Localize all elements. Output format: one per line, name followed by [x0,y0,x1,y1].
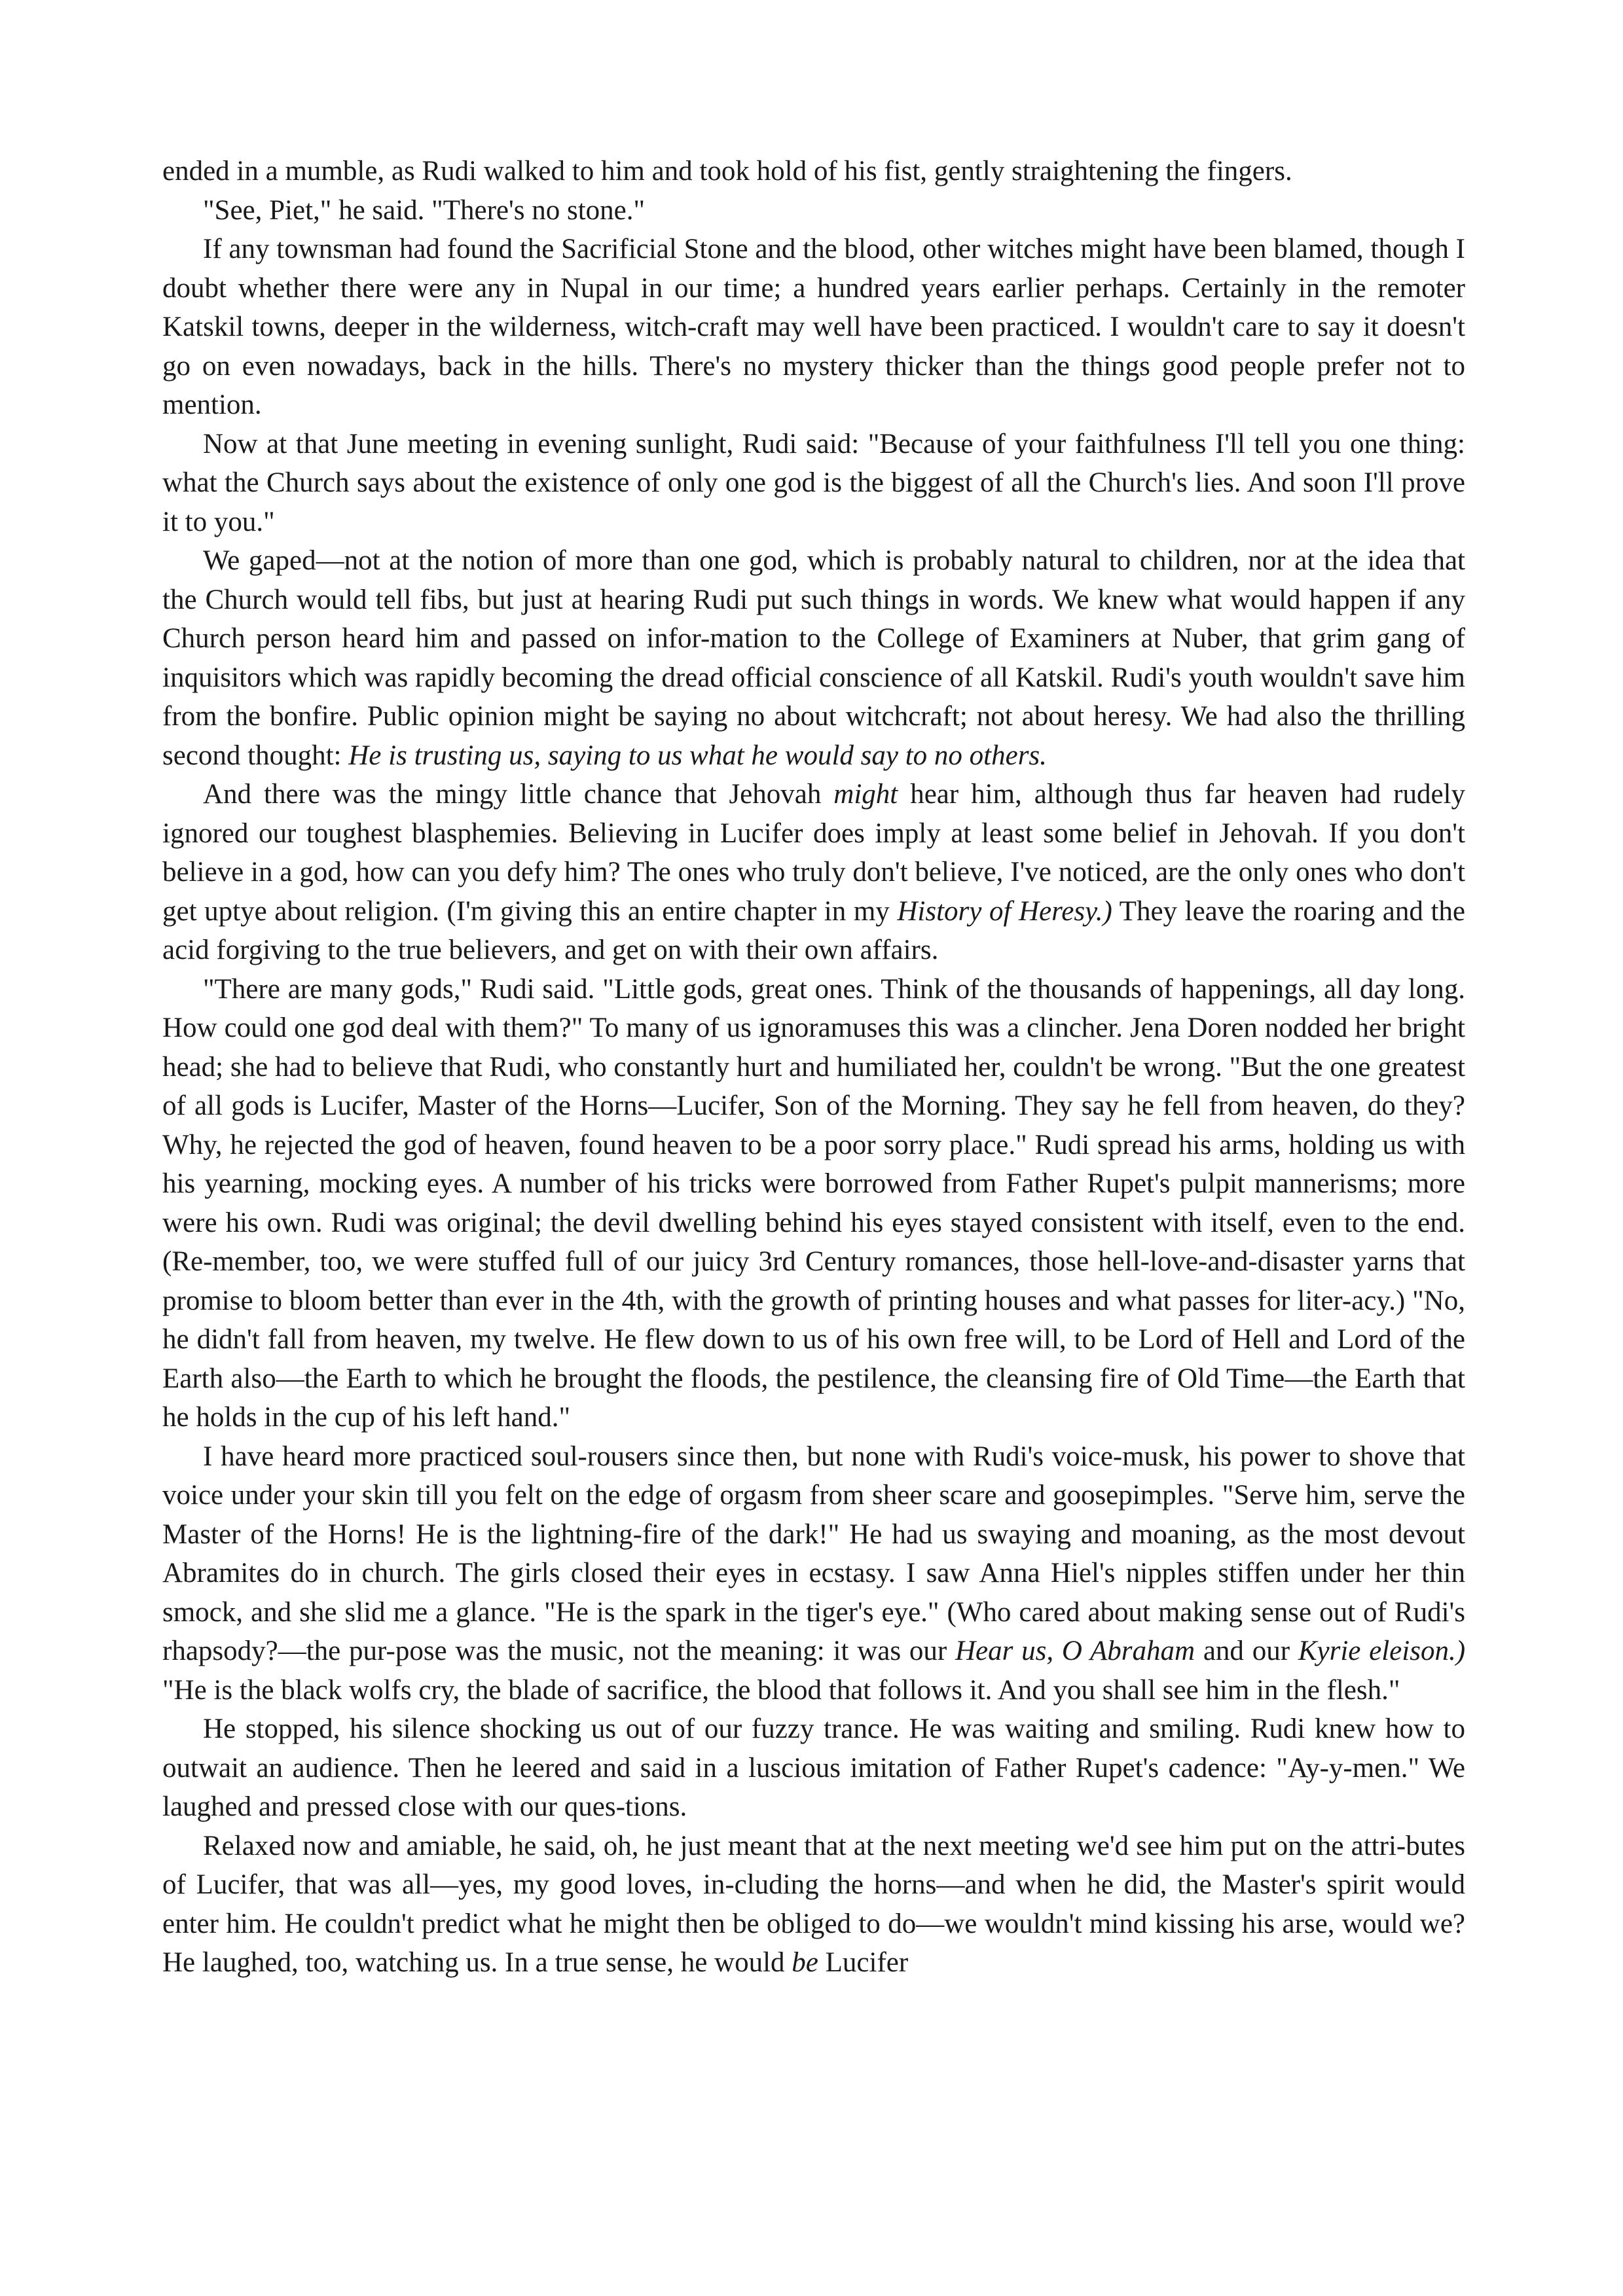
paragraph-5-italic: He is trusting us, saying to us what he would say to no others. [348,740,1047,771]
paragraph-6 [162,775,1465,970]
paragraph-10-italic-be: be [792,1947,818,1978]
paragraph-2-text: "See, Piet," he said. "There's no stone." [203,194,646,226]
paragraph-4-text: Now at that June meeting in evening sunlight, Rudi said: "Because of your faithfulness I'll tell you one thing: what the Church says about the existence of only one god is the biggest of all the Church's lies. And soon I'll prove it to you." [162,428,1465,537]
paragraph-9 [162,1710,1465,1827]
paragraph-10-text-a: Relaxed now and amiable, he said, oh, he just meant that at the next meeting we'd see him put on the attri-butes of Lucifer, that was all—yes, my good loves, in-cluding the horns—and when he did, the Master's spirit would enter him. He couldn't predict what he might then be obliged to do—we wouldn't mind kissing his arse, would we? He laughed, too, watching us. In a true sense, he would [162,1830,1465,1978]
paragraph-1 [162,152,1465,191]
paragraph-6-text-c: They leave the roaring and the acid forgiving to the true believers, and get on with their own affairs. [162,895,1465,965]
paragraph-8 [162,1437,1465,1710]
paragraph-8-italic-kyrie: Kyrie eleison.) [1298,1636,1466,1666]
book-page [162,152,1465,1982]
paragraph-6-italic-might: might [833,779,898,810]
paragraph-10 [162,1827,1465,1982]
paragraph-6-italic-book-title: History of Heresy.) [897,895,1112,927]
paragraph-8-text-c: "He is the black wolfs cry, the blade of sacrifice, the blood that follows it. And you shall see him in the flesh." [162,1674,1400,1706]
paragraph-7 [162,970,1465,1437]
paragraph-9-text: He stopped, his silence shocking us out of our fuzzy trance. He was waiting and smiling. Rudi knew how to outwait an audience. Then he leered and said in a luscious imitation of Father Rupet's cadence: "Ay-y-men." We laughed and pressed close with our ques-tions. [162,1713,1465,1822]
paragraph-6-text-a: And there was the mingy little chance that Jehovah [203,779,834,810]
paragraph-5 [162,541,1465,775]
paragraph-4 [162,425,1465,542]
paragraph-3 [162,230,1465,425]
paragraph-1-text: ended in a mumble, as Rudi walked to him and took hold of his fist, gently straightening the fingers. [162,156,1292,187]
paragraph-2 [162,191,1465,230]
paragraph-8-text-b: and our [1195,1636,1298,1666]
paragraph-6-text-b: hear him, although thus far heaven had rudely ignored our toughest blasphemies. Believing in Lucifer does imply at least some belief in Jehovah. If you don't believe in a god, how can you defy him? The ones who truly don't believe, I've noticed, are the only ones who don't get uptye about religion. (I'm giving this an entire chapter in my [162,779,1465,927]
paragraph-3-text: If any townsman had found the Sacrificial Stone and the blood, other witches might have been blamed, though I doubt whether there were any in Nupal in our time; a hundred years earlier perhaps. Certainly in the remoter Katskil towns, deeper in the wilderness, witch-craft may well have been practiced. I wouldn't care to say it doesn't go on even nowadays, back in the hills. There's no mystery thicker than the things good people prefer not to mention. [162,234,1465,420]
paragraph-7-text: "There are many gods," Rudi said. "Little gods, great ones. Think of the thousands of happenings, all day long. How could one god deal with them?" To many of us ignoramuses this was a clincher. Jena Doren nodded her bright head; she had to believe that Rudi, who constantly hurt and humiliated her, couldn't be wrong. "But the one greatest of all gods is Lucifer, Master of the Horns—Lucifer, Son of the Morning. They say he fell from heaven, do they? Why, he rejected the god of heaven, found heaven to be a poor sorry place." Rudi spread his arms, holding us with his yearning, mocking eyes. A number of his tricks were borrowed from Father Rupet's pulpit mannerisms; more were his own. Rudi was original; the devil dwelling behind his eyes stayed consistent with itself, even to the end. (Re-member, too, we were stuffed full of our juicy 3rd Century romances, those hell-love-and-disaster yarns that promise to bloom better than ever in the 4th, with the growth of printing houses and what passes for liter-acy.) "No, he didn't fall from heaven, my twelve. He flew down to us of his own free will, to be Lord of Hell and Lord of the Earth also—the Earth to which he brought the floods, the pestilence, the cleansing fire of Old Time—the Earth that he holds in the cup of his left hand." [162,973,1465,1433]
paragraph-8-italic-hear-us: Hear us, O Abraham [955,1636,1195,1666]
paragraph-5-text: We gaped—not at the notion of more than one god, which is probably natural to children, nor at the idea that the Church would tell fibs, but just at hearing Rudi put such things in words. We knew what would happen if any Church person heard him and passed on infor-mation to the College of Examiners at Nuber, that grim gang of inquisitors which was rapidly becoming the dread official conscience of all Katskil. Rudi's youth wouldn't save him from the bonfire. Public opinion might be saying no about witchcraft; not about heresy. We had also the thrilling second thought: [162,545,1465,771]
paragraph-8-text-a: I have heard more practiced soul-rousers since then, but none with Rudi's voice-musk, his power to shove that voice under your skin till you felt on the edge of orgasm from sheer scare and goosepimples. "Serve him, serve the Master of the Horns! He is the lightning-fire of the dark!" He had us swaying and moaning, as the most devout Abramites do in church. The girls closed their eyes in ecstasy. I saw Anna Hiel's nipples stiffen under her thin smock, and she slid me a glance. "He is the spark in the tiger's eye." (Who cared about making sense out of Rudi's rhapsody?—the pur-pose was the music, not the meaning: it was our [162,1441,1465,1666]
paragraph-10-text-b: Lucifer [818,1947,909,1978]
